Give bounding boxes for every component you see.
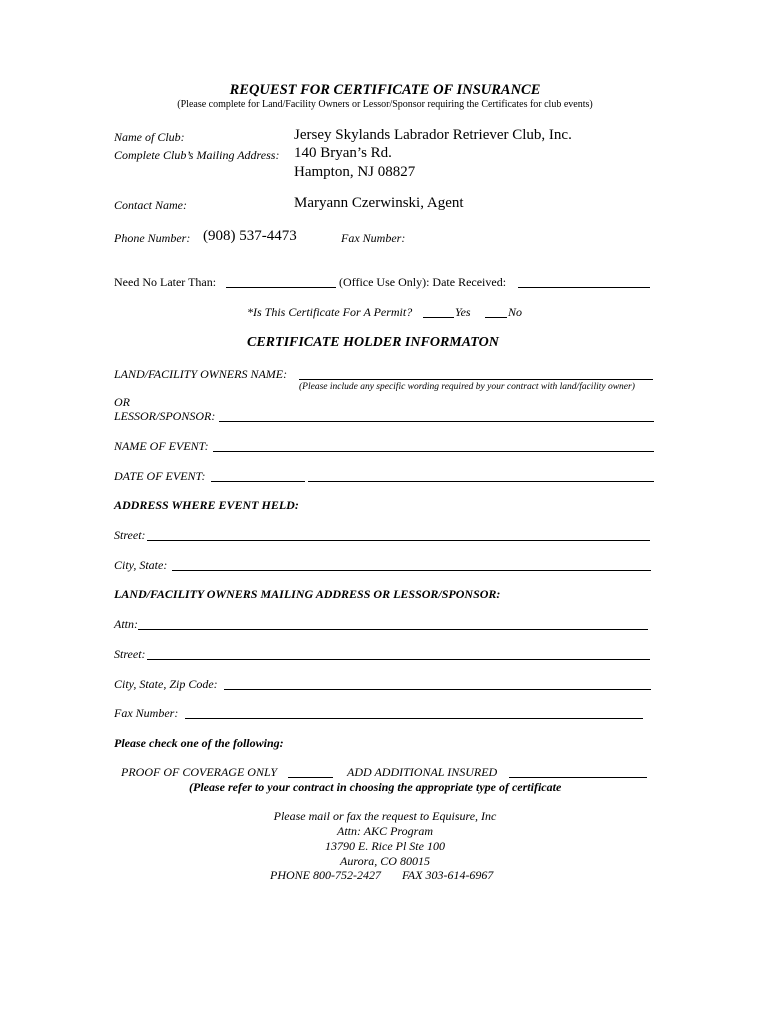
mail-to-line1: Please mail or fax the request to Equisure, Inc [273, 809, 497, 823]
permit-yes-field[interactable] [423, 317, 454, 318]
or-label: OR [114, 395, 130, 409]
additional-insured-label: ADD ADDITIONAL INSURED [347, 765, 498, 779]
owners-name-label: LAND/FACILITY OWNERS NAME: [114, 367, 288, 381]
permit-no-field[interactable] [485, 317, 507, 318]
mailing-fax-label: Fax Number: [114, 706, 179, 720]
lessor-sponsor-label: LESSOR/SPONSOR: [114, 409, 216, 423]
need-by-field[interactable] [226, 287, 336, 288]
holder-heading: CERTIFICATE HOLDER INFORMATON [247, 335, 499, 350]
contact-name-value: Maryann Czerwinski, Agent [294, 195, 464, 211]
event-address-heading: ADDRESS WHERE EVENT HELD: [114, 498, 299, 512]
mail-to-line3: 13790 E. Rice Pl Ste 100 [325, 839, 445, 853]
club-address-label: Complete Club’s Mailing Address: [114, 148, 280, 162]
date-received-field[interactable] [518, 287, 650, 288]
mail-to-line2: Attn: AKC Program [336, 824, 433, 838]
permit-no-label: No [508, 305, 523, 319]
page-subtitle: (Please complete for Land/Facility Owners or Lessor/Sponsor requiring the Certificates for club events) [177, 99, 593, 110]
additional-insured-field[interactable] [509, 777, 647, 778]
mailing-city-field[interactable] [224, 689, 651, 690]
club-name-label: Name of Club: [114, 130, 185, 144]
fax-label: Fax Number: [341, 231, 406, 245]
event-name-field[interactable] [213, 451, 654, 452]
event-date-field-2[interactable] [308, 481, 654, 482]
choice-note: (Please refer to your contract in choosing the appropriate type of certificate [189, 780, 562, 794]
attn-label: Attn: [114, 617, 138, 631]
owners-name-note: (Please include any specific wording required by your contract with land/facility owner) [299, 382, 635, 392]
date-received-label: (Office Use Only): Date Received: [339, 275, 507, 289]
attn-field[interactable] [138, 629, 648, 630]
club-address-line1: 140 Bryan’s Rd. [294, 145, 392, 161]
event-city-state-label: City, State: [114, 558, 168, 572]
mailing-address-heading: LAND/FACILITY OWNERS MAILING ADDRESS OR LESSOR/SPONSOR: [114, 587, 501, 601]
mail-to-line4: Aurora, CO 80015 [340, 854, 430, 868]
phone-value: (908) 537-4473 [203, 228, 297, 244]
event-street-field[interactable] [147, 540, 650, 541]
mail-to-phone: PHONE 800-752-2427 [270, 868, 381, 882]
permit-yes-label: Yes [455, 305, 471, 319]
mailing-street-field[interactable] [147, 659, 650, 660]
event-street-label: Street: [114, 528, 146, 542]
mailing-fax-field[interactable] [185, 718, 643, 719]
choice-heading: Please check one of the following: [114, 736, 284, 750]
need-by-label: Need No Later Than: [114, 275, 217, 289]
mailing-street-label: Street: [114, 647, 146, 661]
proof-coverage-field[interactable] [288, 777, 333, 778]
lessor-sponsor-field[interactable] [219, 421, 654, 422]
club-name-value: Jersey Skylands Labrador Retriever Club, Inc. [294, 127, 572, 143]
event-name-label: NAME OF EVENT: [114, 439, 209, 453]
mail-to-fax: FAX 303-614-6967 [402, 868, 494, 882]
page-title: REQUEST FOR CERTIFICATE OF INSURANCE [229, 82, 541, 98]
contact-name-label: Contact Name: [114, 198, 187, 212]
owners-name-field[interactable] [299, 379, 653, 380]
mailing-city-label: City, State, Zip Code: [114, 677, 218, 691]
permit-question: *Is This Certificate For A Permit? [247, 305, 413, 319]
club-address-line2: Hampton, NJ 08827 [294, 164, 416, 180]
proof-coverage-label: PROOF OF COVERAGE ONLY [121, 765, 278, 779]
event-date-label: DATE OF EVENT: [114, 469, 206, 483]
event-city-state-field[interactable] [172, 570, 651, 571]
event-date-field-1[interactable] [211, 481, 305, 482]
phone-label: Phone Number: [114, 231, 191, 245]
